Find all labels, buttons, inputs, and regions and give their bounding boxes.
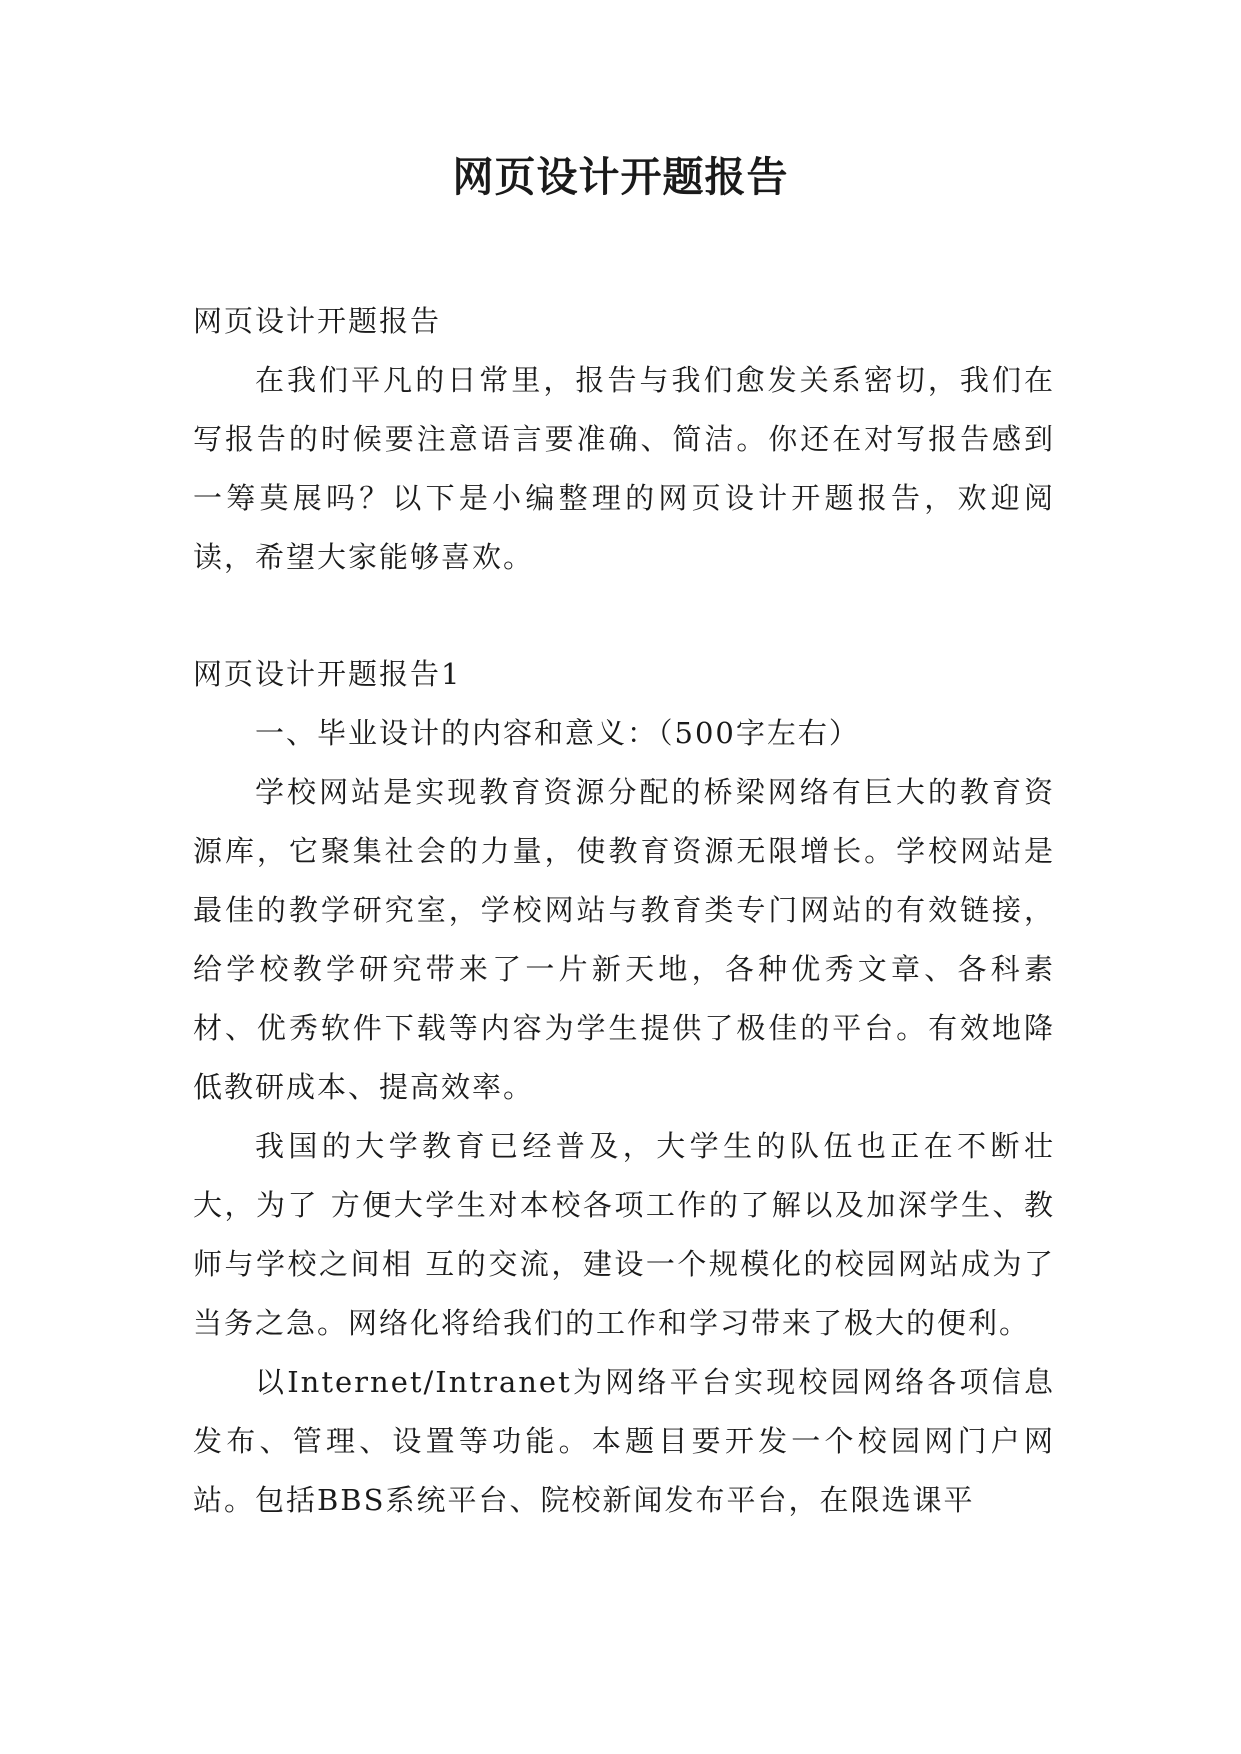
subsection-heading: 一、毕业设计的内容和意义：（500字左右）: [255, 716, 860, 750]
section-heading: 网页设计开题报告: [193, 304, 442, 338]
intro-paragraph: 在我们平凡的日常里，报告与我们愈发关系密切，我们在写报告的时候要注意语言要准确、简洁。你还在对写报告感到一筹莫展吗？以下是小编整理的网页设计开题报告，欢迎阅读，希望大家能够喜欢。: [193, 363, 1055, 574]
body-paragraph: 以Internet/Intranet为网络平台实现校园网络各项信息发布、管理、设置等功能。本题目要开发一个校园网门户网站。包括BBS系统平台、院校新闻发布平台，在限选课平: [193, 1365, 1055, 1517]
document-body: [193, 292, 1055, 1530]
document-title: 网页设计开题报告: [452, 153, 789, 201]
body-paragraph: 我国的大学教育已经普及，大学生的队伍也正在不断壮大，为了 方便大学生对本校各项工作的了解以及加深学生、教师与学校之间相 互的交流，建设一个规模化的校园网站成为了当务之急。网络化将给我们的工作和学习带来了极大的便利。: [193, 1129, 1055, 1340]
report-heading: 网页设计开题报告1: [193, 657, 462, 691]
body-paragraph: 学校网站是实现教育资源分配的桥梁网络有巨大的教育资源库，它聚集社会的力量，使教育资源无限增长。学校网站是最佳的教学研究室，学校网站与教育类专门网站的有效链接，给学校教学研究带来了一片新天地，各种优秀文章、各科素材、优秀软件下载等内容为学生提供了极佳的平台。有效地降低教研成本、提高效率。: [193, 775, 1055, 1104]
